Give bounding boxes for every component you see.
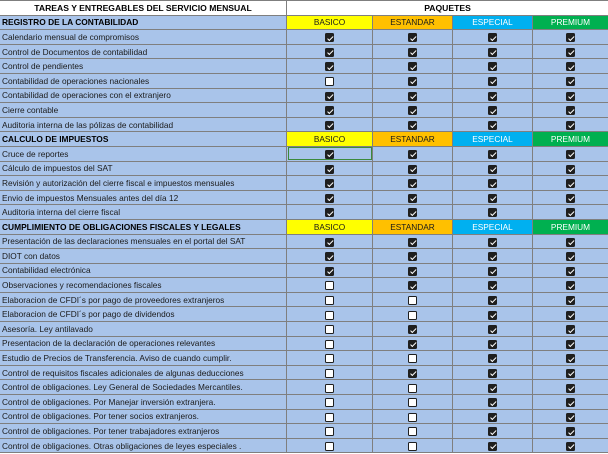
- check-cell-estandar[interactable]: [373, 88, 453, 103]
- check-cell-premium[interactable]: [533, 234, 608, 249]
- checked-checkbox-icon[interactable]: [408, 77, 417, 86]
- checked-checkbox-icon[interactable]: [408, 33, 417, 42]
- task-cell[interactable]: Control de requisitos fiscales adicionales de algunas deducciones: [0, 365, 287, 380]
- check-cell-especial[interactable]: [453, 190, 533, 205]
- check-cell-estandar[interactable]: [373, 44, 453, 59]
- check-cell-basico[interactable]: [287, 336, 373, 351]
- check-cell-basico[interactable]: [287, 424, 373, 439]
- unchecked-checkbox-icon[interactable]: [325, 340, 334, 349]
- check-cell-especial[interactable]: [453, 161, 533, 176]
- check-cell-estandar[interactable]: [373, 424, 453, 439]
- unchecked-checkbox-icon[interactable]: [325, 442, 334, 451]
- unchecked-checkbox-icon[interactable]: [408, 442, 417, 451]
- checked-checkbox-icon[interactable]: [488, 33, 497, 42]
- check-cell-estandar[interactable]: [373, 176, 453, 191]
- check-cell-basico[interactable]: [287, 117, 373, 132]
- task-cell[interactable]: DIOT con datos: [0, 249, 287, 264]
- checked-checkbox-icon[interactable]: [408, 165, 417, 174]
- table-body: [0, 1, 608, 453]
- checked-checkbox-icon[interactable]: [408, 281, 417, 290]
- table-row: [0, 205, 608, 220]
- checked-checkbox-icon[interactable]: [566, 427, 575, 436]
- table-row: [0, 322, 608, 337]
- checked-checkbox-icon[interactable]: [488, 179, 497, 188]
- checked-checkbox-icon[interactable]: [566, 267, 575, 276]
- header-row: [0, 1, 608, 16]
- check-cell-basico[interactable]: [287, 365, 373, 380]
- checked-checkbox-icon[interactable]: [566, 106, 575, 115]
- checked-checkbox-icon[interactable]: [408, 267, 417, 276]
- table-row: [0, 278, 608, 293]
- check-cell-especial[interactable]: [453, 307, 533, 322]
- checked-checkbox-icon[interactable]: [325, 48, 334, 57]
- checked-checkbox-icon[interactable]: [566, 150, 575, 159]
- checked-checkbox-icon[interactable]: [488, 296, 497, 305]
- checked-checkbox-icon[interactable]: [488, 325, 497, 334]
- checked-checkbox-icon[interactable]: [488, 281, 497, 290]
- checked-checkbox-icon[interactable]: [566, 77, 575, 86]
- package-header-estandar[interactable]: ESTANDAR: [373, 15, 453, 30]
- check-cell-basico[interactable]: [287, 307, 373, 322]
- check-cell-estandar[interactable]: [373, 365, 453, 380]
- package-header-estandar[interactable]: ESTANDAR: [373, 219, 453, 234]
- checked-checkbox-icon[interactable]: [488, 121, 497, 130]
- task-cell[interactable]: Elaboracion de CFDI´s por pago de dividendos: [0, 307, 287, 322]
- check-cell-especial[interactable]: [453, 249, 533, 264]
- checked-checkbox-icon[interactable]: [566, 252, 575, 261]
- checked-checkbox-icon[interactable]: [408, 150, 417, 159]
- check-cell-premium[interactable]: [533, 307, 608, 322]
- table-row: [0, 409, 608, 424]
- check-cell-especial[interactable]: [453, 278, 533, 293]
- check-cell-basico[interactable]: [287, 438, 373, 453]
- task-cell[interactable]: Auditoria interna de las pólizas de contabilidad: [0, 117, 287, 132]
- unchecked-checkbox-icon[interactable]: [325, 296, 334, 305]
- table-row: [0, 365, 608, 380]
- check-cell-basico[interactable]: [287, 59, 373, 74]
- checked-checkbox-icon[interactable]: [566, 413, 575, 422]
- task-cell[interactable]: Control de pendientes: [0, 59, 287, 74]
- checked-checkbox-icon[interactable]: [566, 121, 575, 130]
- checked-checkbox-icon[interactable]: [488, 427, 497, 436]
- check-cell-premium[interactable]: [533, 205, 608, 220]
- check-cell-premium[interactable]: [533, 161, 608, 176]
- tasks-title[interactable]: TAREAS Y ENTREGABLES DEL SERVICIO MENSUAL: [0, 1, 287, 16]
- unchecked-checkbox-icon[interactable]: [408, 413, 417, 422]
- checked-checkbox-icon[interactable]: [566, 296, 575, 305]
- unchecked-checkbox-icon[interactable]: [325, 281, 334, 290]
- task-cell[interactable]: Cruce de reportes: [0, 146, 287, 161]
- task-cell[interactable]: Elaboracion de CFDI´s por pago de proveedores extranjeros: [0, 292, 287, 307]
- section-title[interactable]: CUMPLIMIENTO DE OBLIGACIONES FISCALES Y LEGALES: [0, 219, 287, 234]
- checked-checkbox-icon[interactable]: [488, 208, 497, 217]
- check-cell-premium[interactable]: [533, 249, 608, 264]
- checked-checkbox-icon[interactable]: [408, 325, 417, 334]
- check-cell-premium[interactable]: [533, 365, 608, 380]
- check-cell-basico[interactable]: [287, 161, 373, 176]
- table-row: [0, 234, 608, 249]
- table-row: [0, 424, 608, 439]
- check-cell-premium[interactable]: [533, 73, 608, 88]
- checked-checkbox-icon[interactable]: [408, 340, 417, 349]
- checked-checkbox-icon[interactable]: [488, 340, 497, 349]
- section-title[interactable]: CALCULO DE IMPUESTOS: [0, 132, 287, 147]
- table-row: [0, 30, 608, 45]
- check-cell-premium[interactable]: [533, 103, 608, 118]
- unchecked-checkbox-icon[interactable]: [325, 369, 334, 378]
- check-cell-premium[interactable]: [533, 30, 608, 45]
- check-cell-estandar[interactable]: [373, 292, 453, 307]
- table-row: [0, 161, 608, 176]
- checked-checkbox-icon[interactable]: [488, 369, 497, 378]
- unchecked-checkbox-icon[interactable]: [408, 398, 417, 407]
- unchecked-checkbox-icon[interactable]: [408, 296, 417, 305]
- task-cell[interactable]: Control de obligaciones. Por tener trabajadores extranjeros: [0, 424, 287, 439]
- check-cell-premium[interactable]: [533, 351, 608, 366]
- checked-checkbox-icon[interactable]: [488, 48, 497, 57]
- checked-checkbox-icon[interactable]: [408, 106, 417, 115]
- check-cell-basico[interactable]: [287, 44, 373, 59]
- task-cell[interactable]: Envio de impuestos Mensuales antes del día 12: [0, 190, 287, 205]
- checked-checkbox-icon[interactable]: [488, 62, 497, 71]
- checked-checkbox-icon[interactable]: [408, 369, 417, 378]
- checked-checkbox-icon[interactable]: [566, 281, 575, 290]
- check-cell-estandar[interactable]: [373, 380, 453, 395]
- table-row: [0, 88, 608, 103]
- check-cell-basico[interactable]: [287, 322, 373, 337]
- table-row: [0, 103, 608, 118]
- table-row: [0, 380, 608, 395]
- checked-checkbox-icon[interactable]: [566, 340, 575, 349]
- task-cell[interactable]: Cierre contable: [0, 103, 287, 118]
- check-cell-especial[interactable]: [453, 263, 533, 278]
- checked-checkbox-icon[interactable]: [408, 208, 417, 217]
- check-cell-premium[interactable]: [533, 409, 608, 424]
- check-cell-especial[interactable]: [453, 234, 533, 249]
- unchecked-checkbox-icon[interactable]: [325, 398, 334, 407]
- task-cell[interactable]: Contabilidad de operaciones con el extranjero: [0, 88, 287, 103]
- checked-checkbox-icon[interactable]: [566, 442, 575, 451]
- check-cell-estandar[interactable]: [373, 117, 453, 132]
- check-cell-basico[interactable]: [287, 278, 373, 293]
- check-cell-premium[interactable]: [533, 44, 608, 59]
- table-row: [0, 336, 608, 351]
- task-cell[interactable]: Presentación de las declaraciones mensuales en el portal del SAT: [0, 234, 287, 249]
- check-cell-especial[interactable]: [453, 351, 533, 366]
- checked-checkbox-icon[interactable]: [325, 92, 334, 101]
- package-header-estandar[interactable]: ESTANDAR: [373, 132, 453, 147]
- checked-checkbox-icon[interactable]: [566, 354, 575, 363]
- checked-checkbox-icon[interactable]: [566, 384, 575, 393]
- package-header-premium[interactable]: PREMIUM: [533, 132, 608, 147]
- check-cell-premium[interactable]: [533, 438, 608, 453]
- checked-checkbox-icon[interactable]: [408, 121, 417, 130]
- check-cell-premium[interactable]: [533, 88, 608, 103]
- checked-checkbox-icon[interactable]: [566, 325, 575, 334]
- table-row: [0, 73, 608, 88]
- checked-checkbox-icon[interactable]: [488, 77, 497, 86]
- check-cell-premium[interactable]: [533, 117, 608, 132]
- package-header-especial[interactable]: ESPECIAL: [453, 219, 533, 234]
- check-cell-premium[interactable]: [533, 263, 608, 278]
- checked-checkbox-icon[interactable]: [325, 267, 334, 276]
- checked-checkbox-icon[interactable]: [488, 165, 497, 174]
- table-row: [0, 292, 608, 307]
- check-cell-premium[interactable]: [533, 336, 608, 351]
- check-cell-basico[interactable]: [287, 292, 373, 307]
- checked-checkbox-icon[interactable]: [488, 238, 497, 247]
- check-cell-basico[interactable]: [287, 146, 373, 161]
- check-cell-especial[interactable]: [453, 424, 533, 439]
- checked-checkbox-icon[interactable]: [408, 252, 417, 261]
- task-cell[interactable]: Control de obligaciones. Ley General de Sociedades Mercantiles.: [0, 380, 287, 395]
- package-header-basico[interactable]: BASICO: [287, 15, 373, 30]
- package-header-premium[interactable]: PREMIUM: [533, 15, 608, 30]
- table-row: [0, 307, 608, 322]
- task-cell[interactable]: Control de obligaciones. Por Manejar inversión extranjera.: [0, 395, 287, 410]
- task-cell[interactable]: Control de obligaciones. Otras obligaciones de leyes especiales .: [0, 438, 287, 453]
- checked-checkbox-icon[interactable]: [566, 62, 575, 71]
- checked-checkbox-icon[interactable]: [566, 311, 575, 320]
- checked-checkbox-icon[interactable]: [566, 33, 575, 42]
- checked-checkbox-icon[interactable]: [566, 369, 575, 378]
- table-row: [0, 249, 608, 264]
- unchecked-checkbox-icon[interactable]: [325, 325, 334, 334]
- check-cell-estandar[interactable]: [373, 395, 453, 410]
- table-row: [0, 146, 608, 161]
- check-cell-estandar[interactable]: [373, 190, 453, 205]
- check-cell-especial[interactable]: [453, 176, 533, 191]
- check-cell-premium[interactable]: [533, 146, 608, 161]
- check-cell-especial[interactable]: [453, 409, 533, 424]
- unchecked-checkbox-icon[interactable]: [325, 427, 334, 436]
- check-cell-especial[interactable]: [453, 380, 533, 395]
- check-cell-premium[interactable]: [533, 190, 608, 205]
- checked-checkbox-icon[interactable]: [488, 311, 497, 320]
- check-cell-estandar[interactable]: [373, 351, 453, 366]
- checked-checkbox-icon[interactable]: [325, 62, 334, 71]
- checked-checkbox-icon[interactable]: [325, 33, 334, 42]
- check-cell-estandar[interactable]: [373, 249, 453, 264]
- check-cell-estandar[interactable]: [373, 409, 453, 424]
- checked-checkbox-icon[interactable]: [325, 179, 334, 188]
- table-row: [0, 176, 608, 191]
- checked-checkbox-icon[interactable]: [566, 208, 575, 217]
- unchecked-checkbox-icon[interactable]: [408, 354, 417, 363]
- check-cell-basico[interactable]: [287, 73, 373, 88]
- check-cell-premium[interactable]: [533, 59, 608, 74]
- task-cell[interactable]: Asesoría. Ley antilavado: [0, 322, 287, 337]
- checked-checkbox-icon[interactable]: [566, 194, 575, 203]
- check-cell-especial[interactable]: [453, 73, 533, 88]
- checked-checkbox-icon[interactable]: [325, 208, 334, 217]
- table-row: [0, 117, 608, 132]
- checked-checkbox-icon[interactable]: [488, 354, 497, 363]
- table-row: [0, 395, 608, 410]
- section-header-row: [0, 132, 608, 147]
- table-row: [0, 44, 608, 59]
- checked-checkbox-icon[interactable]: [325, 150, 334, 159]
- checked-checkbox-icon[interactable]: [488, 384, 497, 393]
- check-cell-estandar[interactable]: [373, 30, 453, 45]
- table-row: [0, 351, 608, 366]
- section-header-row: [0, 219, 608, 234]
- package-header-basico[interactable]: BASICO: [287, 132, 373, 147]
- checked-checkbox-icon[interactable]: [325, 106, 334, 115]
- check-cell-basico[interactable]: [287, 395, 373, 410]
- task-cell[interactable]: Estudio de Precios de Transferencia. Aviso de cuando cumplir.: [0, 351, 287, 366]
- check-cell-especial[interactable]: [453, 30, 533, 45]
- packages-title[interactable]: PAQUETES: [287, 1, 608, 16]
- check-cell-especial[interactable]: [453, 365, 533, 380]
- check-cell-premium[interactable]: [533, 176, 608, 191]
- unchecked-checkbox-icon[interactable]: [325, 77, 334, 86]
- check-cell-estandar[interactable]: [373, 59, 453, 74]
- check-cell-premium[interactable]: [533, 395, 608, 410]
- task-cell[interactable]: Cálculo de impuestos del SAT: [0, 161, 287, 176]
- checked-checkbox-icon[interactable]: [488, 252, 497, 261]
- check-cell-basico[interactable]: [287, 351, 373, 366]
- checked-checkbox-icon[interactable]: [566, 92, 575, 101]
- check-cell-especial[interactable]: [453, 395, 533, 410]
- checked-checkbox-icon[interactable]: [488, 413, 497, 422]
- checked-checkbox-icon[interactable]: [488, 92, 497, 101]
- task-cell[interactable]: Presentacion de la declaración de operaciones relevantes: [0, 336, 287, 351]
- package-header-especial[interactable]: ESPECIAL: [453, 132, 533, 147]
- checked-checkbox-icon[interactable]: [408, 92, 417, 101]
- check-cell-estandar[interactable]: [373, 322, 453, 337]
- check-cell-estandar[interactable]: [373, 103, 453, 118]
- task-cell[interactable]: Calendario mensual de compromisos: [0, 30, 287, 45]
- check-cell-especial[interactable]: [453, 103, 533, 118]
- check-cell-premium[interactable]: [533, 322, 608, 337]
- task-cell[interactable]: Observaciones y recomendaciones fiscales: [0, 278, 287, 293]
- checked-checkbox-icon[interactable]: [408, 179, 417, 188]
- check-cell-estandar[interactable]: [373, 234, 453, 249]
- check-cell-basico[interactable]: [287, 249, 373, 264]
- table-row: [0, 438, 608, 453]
- checked-checkbox-icon[interactable]: [488, 150, 497, 159]
- checked-checkbox-icon[interactable]: [408, 62, 417, 71]
- check-cell-especial[interactable]: [453, 336, 533, 351]
- check-cell-estandar[interactable]: [373, 73, 453, 88]
- check-cell-basico[interactable]: [287, 234, 373, 249]
- check-cell-basico[interactable]: [287, 176, 373, 191]
- unchecked-checkbox-icon[interactable]: [325, 413, 334, 422]
- table-row: [0, 190, 608, 205]
- check-cell-basico[interactable]: [287, 263, 373, 278]
- check-cell-basico[interactable]: [287, 380, 373, 395]
- check-cell-basico[interactable]: [287, 409, 373, 424]
- check-cell-especial[interactable]: [453, 322, 533, 337]
- table-row: [0, 59, 608, 74]
- check-cell-especial[interactable]: [453, 205, 533, 220]
- check-cell-estandar[interactable]: [373, 263, 453, 278]
- task-cell[interactable]: Contabilidad electrónica: [0, 263, 287, 278]
- checked-checkbox-icon[interactable]: [566, 398, 575, 407]
- task-cell[interactable]: Control de Documentos de contabilidad: [0, 44, 287, 59]
- check-cell-estandar[interactable]: [373, 438, 453, 453]
- check-cell-premium[interactable]: [533, 278, 608, 293]
- check-cell-estandar[interactable]: [373, 161, 453, 176]
- checked-checkbox-icon[interactable]: [566, 165, 575, 174]
- checked-checkbox-icon[interactable]: [488, 194, 497, 203]
- task-cell[interactable]: Revisión y autorización del cierre fiscal e impuestos mensuales: [0, 176, 287, 191]
- package-header-especial[interactable]: ESPECIAL: [453, 15, 533, 30]
- task-cell[interactable]: Contabilidad de operaciones nacionales: [0, 73, 287, 88]
- checked-checkbox-icon[interactable]: [325, 194, 334, 203]
- check-cell-premium[interactable]: [533, 380, 608, 395]
- checked-checkbox-icon[interactable]: [488, 267, 497, 276]
- checked-checkbox-icon[interactable]: [325, 238, 334, 247]
- section-title[interactable]: REGISTRO DE LA CONTABILIDAD: [0, 15, 287, 30]
- unchecked-checkbox-icon[interactable]: [325, 384, 334, 393]
- checked-checkbox-icon[interactable]: [325, 165, 334, 174]
- check-cell-estandar[interactable]: [373, 205, 453, 220]
- check-cell-estandar[interactable]: [373, 336, 453, 351]
- check-cell-especial[interactable]: [453, 146, 533, 161]
- checked-checkbox-icon[interactable]: [408, 48, 417, 57]
- unchecked-checkbox-icon[interactable]: [325, 311, 334, 320]
- checked-checkbox-icon[interactable]: [488, 442, 497, 451]
- check-cell-especial[interactable]: [453, 44, 533, 59]
- checked-checkbox-icon[interactable]: [325, 121, 334, 130]
- unchecked-checkbox-icon[interactable]: [408, 427, 417, 436]
- check-cell-estandar[interactable]: [373, 278, 453, 293]
- task-cell[interactable]: Control de obligaciones. Por tener socios extranjeros.: [0, 409, 287, 424]
- unchecked-checkbox-icon[interactable]: [408, 311, 417, 320]
- check-cell-estandar[interactable]: [373, 307, 453, 322]
- check-cell-especial[interactable]: [453, 438, 533, 453]
- section-header-row: [0, 15, 608, 30]
- checked-checkbox-icon[interactable]: [325, 252, 334, 261]
- check-cell-premium[interactable]: [533, 292, 608, 307]
- unchecked-checkbox-icon[interactable]: [408, 384, 417, 393]
- checked-checkbox-icon[interactable]: [408, 194, 417, 203]
- check-cell-basico[interactable]: [287, 30, 373, 45]
- checked-checkbox-icon[interactable]: [488, 398, 497, 407]
- check-cell-especial[interactable]: [453, 59, 533, 74]
- check-cell-basico[interactable]: [287, 205, 373, 220]
- check-cell-basico[interactable]: [287, 103, 373, 118]
- task-cell[interactable]: Auditoria interna del cierre fiscal: [0, 205, 287, 220]
- check-cell-basico[interactable]: [287, 190, 373, 205]
- check-cell-especial[interactable]: [453, 117, 533, 132]
- checked-checkbox-icon[interactable]: [408, 238, 417, 247]
- check-cell-estandar[interactable]: [373, 146, 453, 161]
- checked-checkbox-icon[interactable]: [488, 106, 497, 115]
- check-cell-especial[interactable]: [453, 292, 533, 307]
- package-header-basico[interactable]: BASICO: [287, 219, 373, 234]
- table-row: [0, 263, 608, 278]
- unchecked-checkbox-icon[interactable]: [325, 354, 334, 363]
- checked-checkbox-icon[interactable]: [566, 238, 575, 247]
- check-cell-basico[interactable]: [287, 88, 373, 103]
- package-header-premium[interactable]: PREMIUM: [533, 219, 608, 234]
- checked-checkbox-icon[interactable]: [566, 48, 575, 57]
- check-cell-especial[interactable]: [453, 88, 533, 103]
- check-cell-premium[interactable]: [533, 424, 608, 439]
- checked-checkbox-icon[interactable]: [566, 179, 575, 188]
